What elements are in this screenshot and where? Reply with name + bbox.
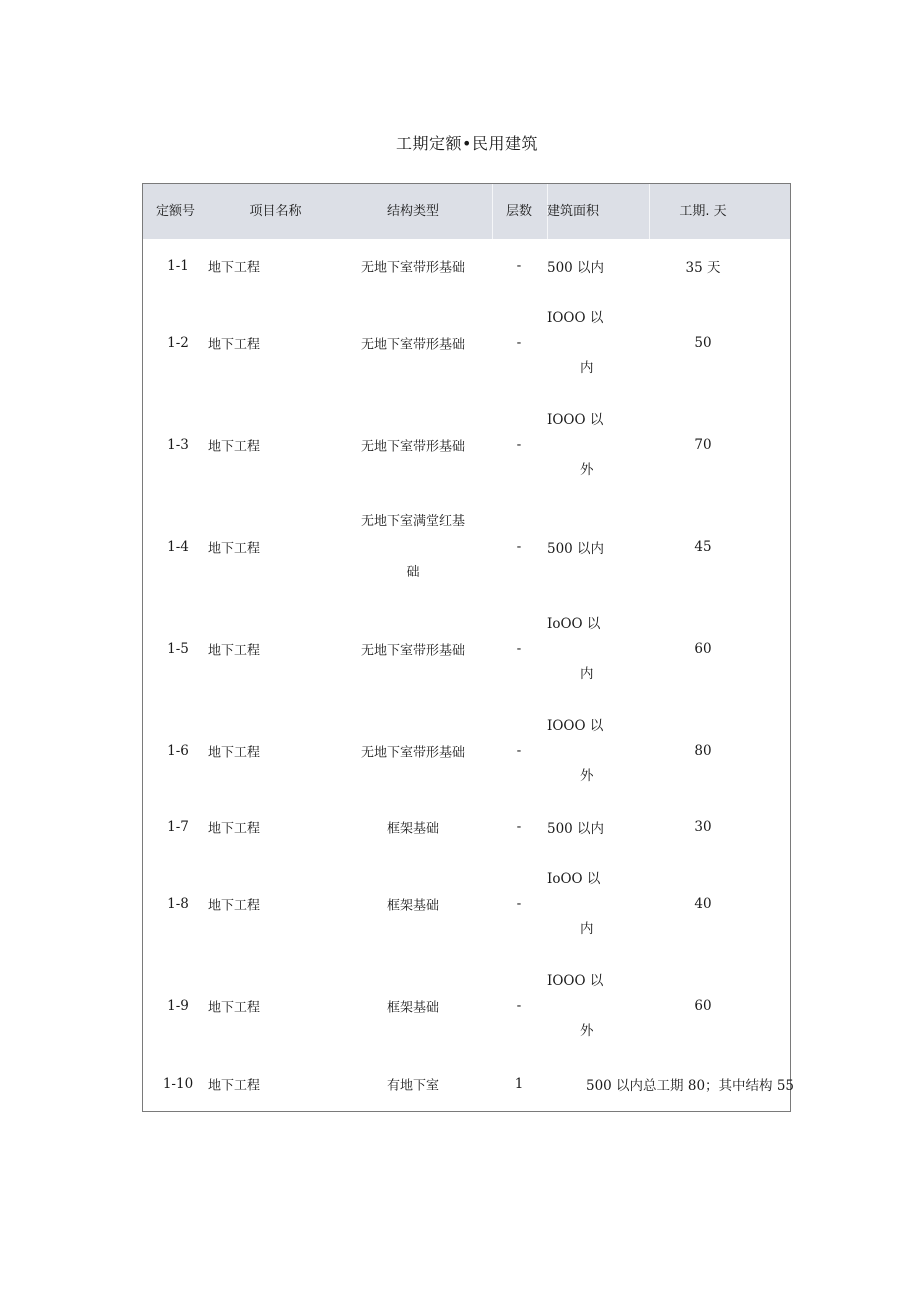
table-row [143,853,790,955]
cell-code: 1-10 [162,1076,194,1092]
table-header-row [143,184,790,239]
cell-code: 1-4 [167,539,189,555]
cell-duration: 60 [694,641,712,657]
cell-duration: 50 [694,335,712,351]
cell-area [547,599,600,699]
cell-structure: 无地下室带形基础 [360,439,465,455]
header-code: 定额号 [155,204,195,219]
cell-duration: 60 [694,998,712,1014]
cell-area-line1: IOOO 以 [547,973,604,989]
cell-name: 地下工程 [208,337,261,353]
cell-floors: - [516,743,522,759]
cell-area [547,854,600,954]
header-floors: 层数 [505,204,532,219]
cell-code: 1-8 [167,896,189,912]
duration-table [142,183,794,1112]
cell-structure: 框架基础 [386,1000,439,1016]
cell-structure: 框架基础 [386,821,439,837]
cell-structure [343,496,483,598]
cell-floors: - [516,819,522,835]
cell-area: 500 以内 [547,260,605,276]
cell-floors: - [516,539,522,555]
cell-code: 1-6 [167,743,189,759]
cell-name: 地下工程 [208,643,261,659]
cell-structure: 无地下室带形基础 [360,260,465,276]
cell-code: 1-9 [167,998,189,1014]
cell-floors: - [516,258,522,274]
cell-area [547,701,603,801]
cell-name: 地下工程 [208,898,261,914]
cell-area-duration: 500 以内总工期 80；其中结构 55 [586,1078,794,1094]
cell-floors: - [516,641,522,657]
cell-duration: 40 [694,896,712,912]
cell-name: 地下工程 [208,541,261,557]
cell-structure-line1: 无地下室满堂红基 [360,514,465,529]
cell-duration: 70 [694,437,712,453]
cell-name: 地下工程 [208,745,261,761]
cell-structure: 无地下室带形基础 [360,337,465,353]
cell-floors: - [516,896,522,912]
table-row [143,597,790,701]
cell-area: 500 以内 [547,541,605,557]
table-row [143,293,790,393]
cell-duration: 80 [694,743,712,759]
table-row [143,701,790,801]
table-row [143,393,790,497]
cell-area-line1: IoOO 以 [547,616,601,632]
cell-area-line1: IOOO 以 [547,412,604,428]
cell-code: 1-5 [167,641,189,657]
cell-floors: - [516,437,522,453]
table-row [143,239,790,293]
page-title: 工期定额•民用建筑 [396,134,538,153]
cell-name: 地下工程 [208,1000,261,1016]
table-row [143,497,790,597]
cell-area-line2: 外 [580,1023,594,1039]
table-row [143,801,790,853]
cell-code: 1-3 [167,437,189,453]
cell-floors: 1 [514,1076,524,1092]
cell-area [547,956,603,1056]
cell-duration: 45 [694,539,712,555]
header-divider [492,184,493,239]
cell-duration: 30 [694,819,712,835]
cell-code: 1-1 [167,258,189,274]
cell-area-line1: IOOO 以 [547,310,604,326]
cell-area-line1: IOOO 以 [547,718,604,734]
cell-structure-line2: 础 [406,565,420,580]
cell-name: 地下工程 [208,439,261,455]
cell-area [547,395,603,495]
cell-name: 地下工程 [208,821,261,837]
cell-duration: 35 天 [685,260,721,276]
cell-structure: 无地下室带形基础 [360,745,465,761]
cell-area-line2: 内 [580,666,594,682]
header-name: 项目名称 [249,204,302,219]
cell-area-line2: 内 [580,921,594,937]
cell-area-line2: 外 [580,462,594,478]
cell-area-line1: IoOO 以 [547,871,601,887]
cell-area-line2: 外 [580,768,594,784]
cell-structure: 有地下室 [386,1078,439,1094]
cell-code: 1-7 [167,819,189,835]
table-row [143,1057,794,1111]
cell-name: 地下工程 [208,260,261,276]
header-duration: 工期. 天 [679,204,727,219]
cell-area: 500 以内 [547,821,605,837]
table-row [143,955,790,1057]
cell-floors: - [516,335,522,351]
cell-code: 1-2 [167,335,189,351]
header-area: 建筑面积 [547,204,600,219]
cell-area [547,293,603,393]
cell-name: 地下工程 [208,1078,261,1094]
cell-area-line2: 内 [580,360,594,376]
cell-structure: 无地下室带形基础 [360,643,465,659]
cell-floors: - [516,998,522,1014]
header-divider [649,184,650,239]
cell-structure: 框架基础 [386,898,439,914]
header-structure: 结构类型 [386,204,439,219]
